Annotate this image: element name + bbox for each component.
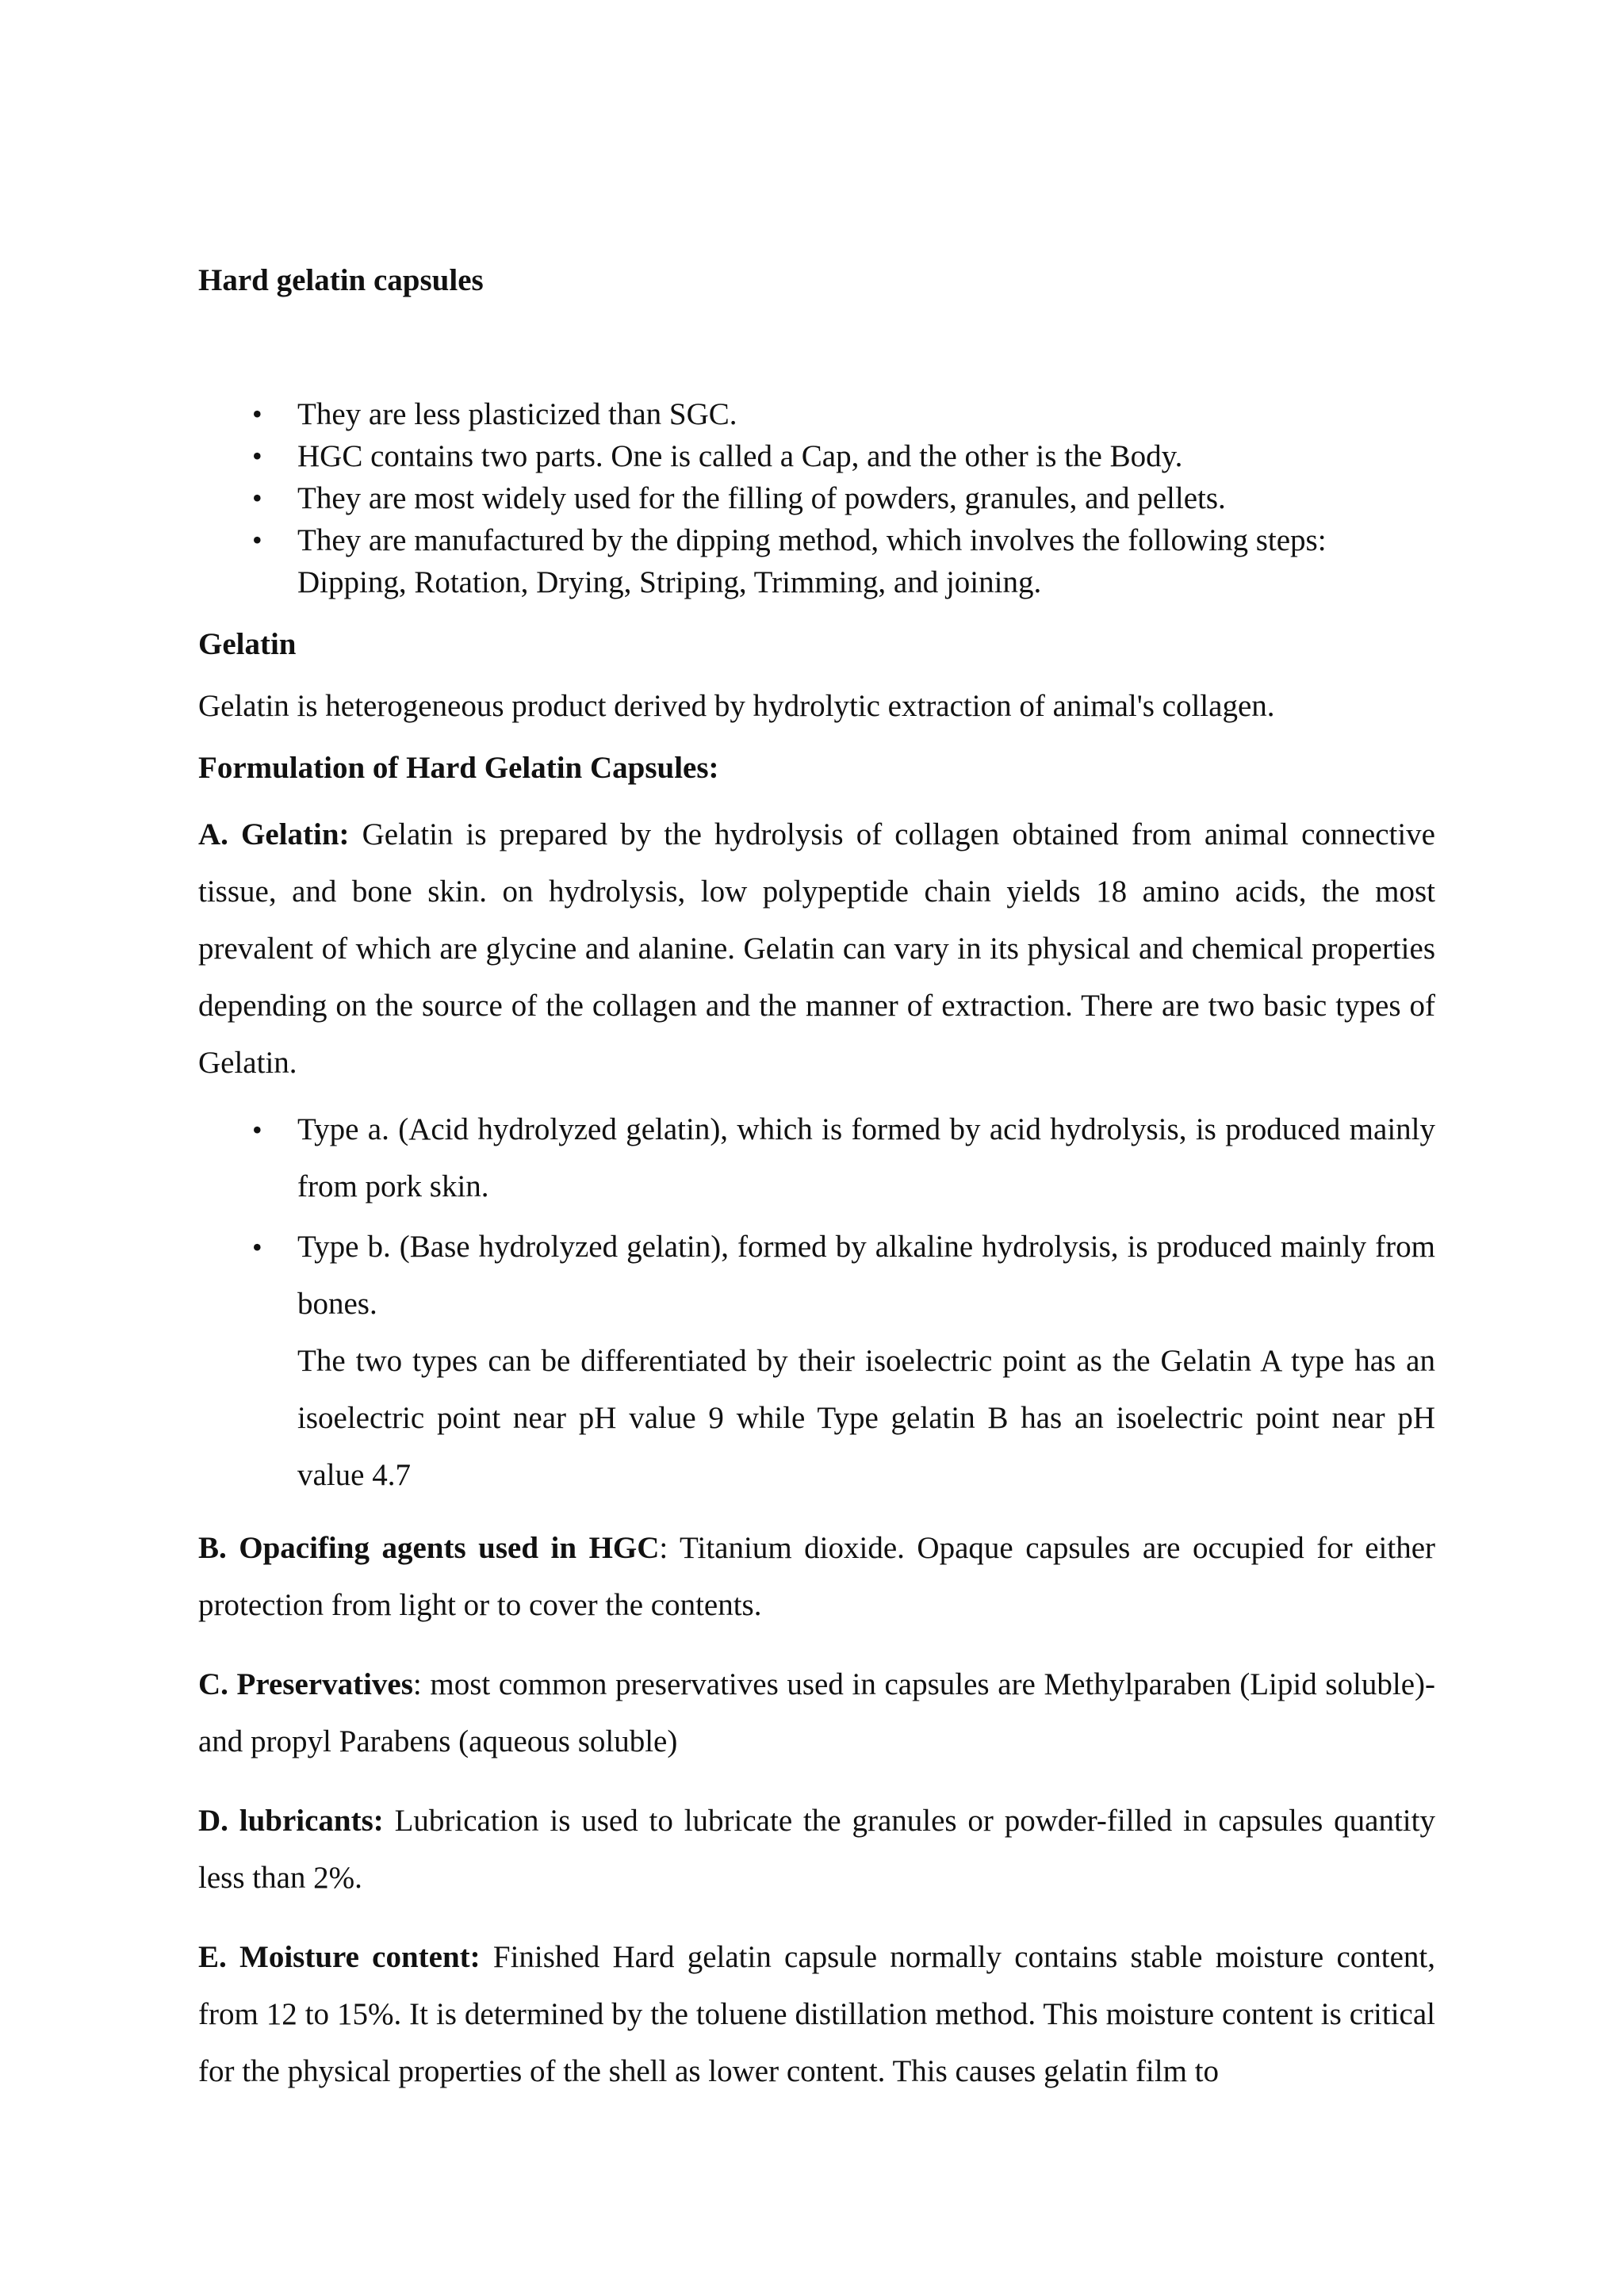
section-e-text: Finished Hard gelatin capsule normally contains stable moisture content, from 12 to 15%. It is determined by the toluene distillation method. This moisture content is critical for the physical properties of the shell as lower content. This causes gelatin film to xyxy=(198,1940,1435,2088)
list-item xyxy=(198,477,1435,519)
section-a-label: A. Gelatin: xyxy=(198,817,350,851)
list-item-text: They are less plasticized than SGC. xyxy=(297,397,737,431)
page-title: Hard gelatin capsules xyxy=(198,263,484,297)
list-item xyxy=(198,1101,1435,1215)
list-item-continuation: Dipping, Rotation, Drying, Striping, Trimming, and joining. xyxy=(297,565,1042,599)
section-d-label: D. lubricants: xyxy=(198,1804,384,1838)
bullet-icon: • xyxy=(252,1231,262,1263)
bullet-icon: • xyxy=(252,524,262,556)
section-b-label: B. Opacifing agents used in HGC xyxy=(198,1531,660,1565)
list-item-text: They are most widely used for the filling of powders, granules, and pellets. xyxy=(297,481,1226,515)
list-item-text: Type b. (Base hydrolyzed gelatin), formed by alkaline hydrolysis, is produced mainly from bones. xyxy=(297,1230,1435,1321)
section-d-text: Lubrication is used to lubricate the granules or powder-filled in capsules quantity less than 2%. xyxy=(198,1804,1435,1895)
section-a-text: Gelatin is prepared by the hydrolysis of collagen obtained from animal connective tissue, and bone skin. on hydrolysis, low polypeptide chain yields 18 amino acids, the most prevalent of which are glycine and alanine. Gelatin can vary in its physical and chemical properties depending on the source of the collagen and the manner of extraction. There are two basic types of Gelatin. xyxy=(198,817,1435,1080)
gelatin-heading: Gelatin xyxy=(198,627,297,661)
section-e-label: E. Moisture content: xyxy=(198,1940,481,1974)
section-d-paragraph xyxy=(198,1793,1435,1907)
section-c-paragraph xyxy=(198,1656,1435,1770)
section-c-text: : most common preservatives used in capsules are Methylparaben (Lipid soluble)-and propyl Parabens (aqueous soluble) xyxy=(198,1667,1435,1758)
list-item xyxy=(198,435,1435,477)
section-e-paragraph xyxy=(198,1929,1435,2100)
section-c-label: C. Preservatives xyxy=(198,1667,413,1701)
types-note: The two types can be differentiated by their isoelectric point as the Gelatin A type has an isoelectric point near pH value 9 while Type gelatin B has an isoelectric point near pH value 4.7 xyxy=(297,1344,1435,1492)
list-item xyxy=(198,1219,1435,1504)
section-b-text: : Titanium dioxide. Opaque capsules are occupied for either protection from light or to cover the contents. xyxy=(198,1531,1435,1622)
bullet-icon: • xyxy=(252,482,262,514)
gelatin-types-list xyxy=(198,1101,1435,1504)
intro-bullet-list xyxy=(198,393,1435,603)
list-item xyxy=(198,393,1435,435)
formulation-heading: Formulation of Hard Gelatin Capsules: xyxy=(198,751,719,785)
section-a-paragraph xyxy=(198,806,1435,1092)
list-item-text: Type a. (Acid hydrolyzed gelatin), which is formed by acid hydrolysis, is produced mainly from pork skin. xyxy=(297,1112,1435,1203)
list-item-text: They are manufactured by the dipping method, which involves the following steps: xyxy=(297,523,1327,557)
bullet-icon: • xyxy=(252,440,262,472)
list-item-text: HGC contains two parts. One is called a Cap, and the other is the Body. xyxy=(297,439,1183,473)
bullet-icon: • xyxy=(252,398,262,430)
bullet-icon: • xyxy=(252,1114,262,1146)
list-item xyxy=(198,519,1435,603)
gelatin-definition: Gelatin is heterogeneous product derived by hydrolytic extraction of animal's collagen. xyxy=(198,689,1275,723)
section-b-paragraph xyxy=(198,1520,1435,1634)
document-page xyxy=(198,262,1435,2122)
